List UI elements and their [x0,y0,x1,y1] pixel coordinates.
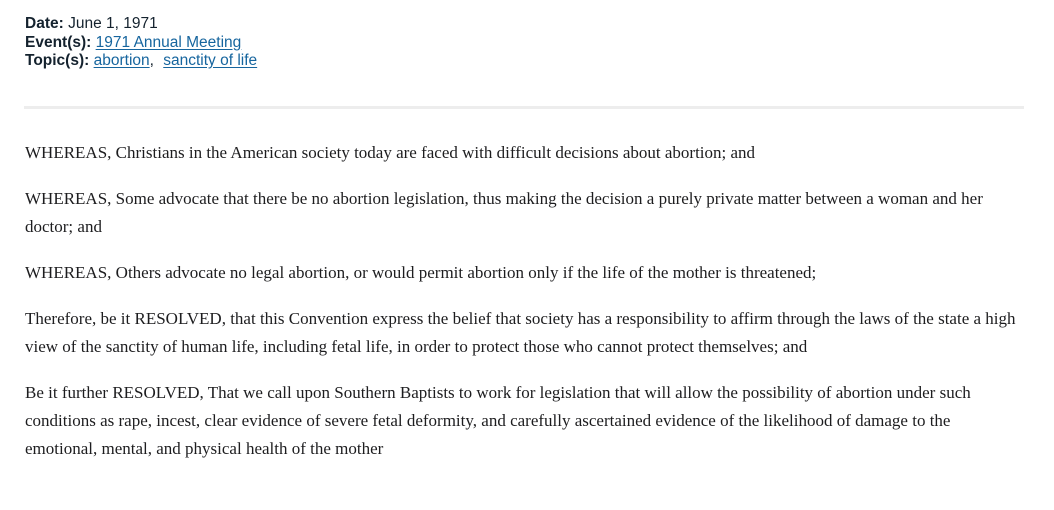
resolution-paragraph: WHEREAS, Some advocate that there be no abortion legislation, thus making the decision a purely private matter between a woman and her doctor; and [25,188,983,236]
topic-link-sanctity-of-life[interactable]: sanctity of life [163,52,258,69]
topics-label: Topic(s): [25,52,90,69]
events-label: Event(s): [25,33,92,51]
metadata-topics-row [25,52,1024,71]
date-label: Date: [25,15,64,32]
event-link[interactable]: 1971 Annual Meeting [95,33,242,51]
resolution-body [25,139,1025,463]
topic-link-abortion[interactable]: abortion [93,52,150,69]
section-divider [24,106,1024,109]
resolution-paragraph: WHEREAS, Christians in the American society today are faced with difficult decisions about abortion; and [25,142,756,162]
metadata-date-row [25,15,1024,34]
resolution-metadata [25,15,1024,71]
date-value: June 1, 1971 [68,15,158,32]
metadata-events-row [25,34,1024,53]
resolution-paragraph: WHEREAS, Others advocate no legal abortion, or would permit abortion only if the life of the mother is threatened; [25,262,817,282]
resolution-paragraph: Be it further RESOLVED, That we call upon Southern Baptists to work for legislation that will allow the possibility of abortion under such conditions as rape, incest, clear evidence of severe fetal deformity, and carefully ascertained evidence of the likelihood of damage to the emotional, mental, and physical health of the mother [25,382,971,458]
resolution-paragraph: Therefore, be it RESOLVED, that this Convention express the belief that society has a responsibility to affirm through the laws of the state a high view of the sanctity of human life, including fetal life, in order to protect those who cannot protect themselves; and [25,308,1016,356]
topic-separator: , [149,52,154,69]
